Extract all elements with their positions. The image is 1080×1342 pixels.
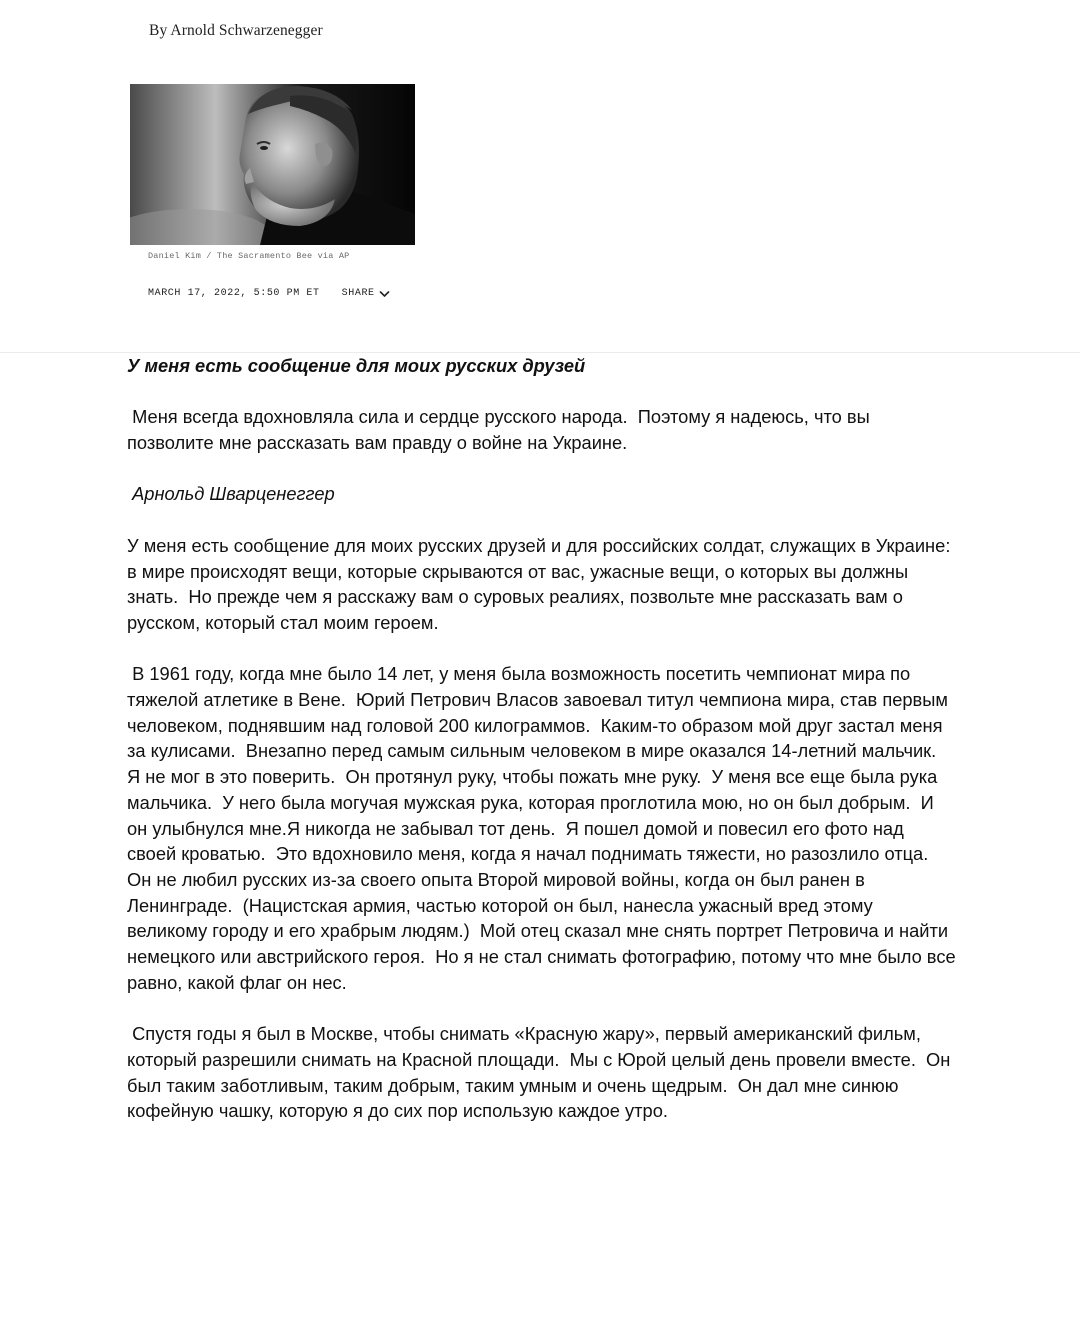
share-label: SHARE (341, 288, 375, 299)
article-paragraph: Спустя годы я был в Москве, чтобы снимать «Красную жару», первый американский фильм, который разрешили снимать на Красной площади. Мы с Юрой целый день провели вместе. Он был таким заботливым, таким добрым, таким умным и очень щедрым. Он дал мне синюю кофейную чашку, которую я до сих пор использую каждое утро. (127, 1023, 956, 1122)
article-intro: Меня всегда вдохновляла сила и сердце русского народа. Поэтому я надеюсь, что вы позволите мне рассказать вам правду о войне на Украине. (127, 406, 875, 454)
chevron-down-icon (379, 290, 390, 298)
photo-credit: Daniel Kim / The Sacramento Bee via AP (148, 251, 350, 261)
author-photo (130, 84, 415, 245)
share-button[interactable] (342, 288, 390, 299)
article-body (127, 353, 961, 1150)
article-paragraph: У меня есть сообщение для моих русских друзей и для российских солдат, служащих в Украине: в мире происходят вещи, которые скрываются от вас, ужасные вещи, о которых вы должны знать. Но прежде чем я расскажу вам о суровых реалиях, позвольте мне рассказать вам о русском, который стал моим героем. (127, 534, 956, 633)
article-byline: By Arnold Schwarzenegger (149, 22, 323, 39)
article-paragraph: В 1961 году, когда мне было 14 лет, у меня была возможность посетить чемпионат мира по тяжелой атлетике в Вене. Юрий Петрович Власов завоевал титул чемпиона мира, став первым человеком, поднявшим над головой 200 килограммов. Каким-то образом мой друг застал меня за кулисами. Внезапно перед самым сильным человеком в мире оказался 14-летний мальчик. Я не мог в это поверить. Он протянул руку, чтобы пожать мне руку. У меня все еще была рука мальчика. У него была могучая мужская рука, которая проглотила мою, но он был добрым. И он улыбнулся мне.Я никогда не забывал тот день. Я пошел домой и повесил его фото над своей кроватью. Это вдохновило меня, когда я начал поднимать тяжести, но разозлило отца. Он не любил русских из-за своего опыта Второй мировой войны, когда он был ранен в Ленинграде. (Нацистская армия, частью которой он был, нанесла ужасный вред этому великому городу и его храбрым людям.) Мой отец сказал мне снять портрет Петровича и найти немецкого или австрийского героя. Но я не стал снимать фотографию, потому что мне было все равно, какой флаг он нес. (127, 663, 961, 993)
author-signature: Арнольд Шварценеггер (127, 483, 335, 505)
publish-date: MARCH 17, 2022, 5:50 PM ET (148, 288, 320, 299)
article-headline: У меня есть сообщение для моих русских друзей (127, 355, 586, 376)
article-meta (148, 288, 390, 299)
